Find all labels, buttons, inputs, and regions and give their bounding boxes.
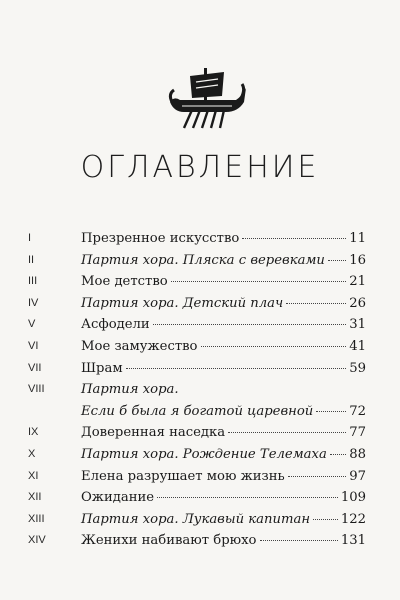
page-number: 11	[349, 231, 366, 246]
dot-leader	[288, 476, 347, 477]
dot-leader	[328, 260, 346, 261]
chapter-title: Если б была я богатой царевной	[81, 403, 314, 419]
page-number: 16	[349, 252, 366, 268]
toc-entry	[81, 358, 366, 380]
dot-leader	[316, 411, 346, 412]
toc-row	[28, 250, 366, 272]
page-number: 21	[349, 274, 366, 290]
dot-leader	[153, 324, 346, 325]
dot-leader	[157, 497, 338, 498]
toc-entry	[81, 487, 366, 509]
chapter-title: Партия хора. Лукавый капитан	[81, 511, 311, 527]
toc-entry	[81, 314, 366, 336]
page-number: 72	[349, 403, 366, 419]
chapter-title: Женихи набивают брюхо	[81, 533, 257, 549]
toc-row	[28, 466, 366, 488]
toc-row	[28, 509, 366, 531]
chapter-title: Партия хора.	[81, 382, 179, 398]
chapter-number: XI	[28, 469, 39, 482]
chapter-title: Партия хора. Рождение Телемаха	[81, 446, 327, 462]
toc-row	[28, 314, 366, 336]
chapter-title: Ожидание	[81, 490, 155, 506]
dot-leader	[126, 368, 347, 369]
toc-row	[28, 530, 366, 552]
toc-row	[28, 487, 366, 509]
toc-entry	[81, 401, 366, 423]
dot-leader	[313, 519, 338, 520]
chapter-number: IV	[28, 296, 39, 309]
chapter-number: II	[28, 253, 35, 266]
toc-row	[28, 228, 366, 250]
chapter-number: V	[28, 318, 36, 331]
toc-row	[28, 293, 366, 315]
dot-leader	[260, 540, 338, 541]
page-number: 77	[349, 425, 366, 441]
toc-row	[28, 444, 366, 466]
dot-leader	[330, 454, 346, 455]
toc-row	[28, 379, 366, 401]
toc-entry	[81, 271, 366, 293]
chapter-title: Мое детство	[81, 274, 168, 290]
page-title: ОГЛАВЛЕНИЕ	[80, 150, 320, 185]
page-number: 109	[340, 490, 366, 506]
page-number: 131	[340, 533, 366, 549]
toc-row	[28, 358, 366, 380]
dot-leader	[201, 346, 347, 347]
toc-row	[28, 271, 366, 293]
toc-entry	[81, 422, 366, 444]
chapter-number: VII	[28, 361, 42, 374]
toc-entry	[81, 466, 366, 488]
chapter-title: Мое замужество	[81, 338, 198, 354]
toc-row	[28, 401, 366, 423]
toc-entry	[81, 444, 366, 466]
toc-entry	[81, 509, 366, 531]
toc-entry	[81, 293, 366, 315]
dot-leader	[228, 432, 346, 433]
chapter-title: Асфодели	[81, 317, 150, 333]
chapter-title: Елена разрушает мою жизнь	[81, 468, 285, 484]
page-number: 59	[349, 360, 366, 376]
ship-icon	[166, 66, 248, 132]
dot-leader	[171, 281, 347, 282]
chapter-number: VIII	[28, 383, 45, 396]
toc-entry	[81, 336, 366, 358]
chapter-number: XIV	[28, 534, 46, 547]
page-number: 97	[349, 468, 366, 484]
toc-entry	[81, 228, 366, 250]
chapter-number: III	[28, 275, 38, 288]
chapter-number: IX	[28, 426, 39, 439]
chapter-number: VI	[28, 339, 39, 352]
chapter-number: XII	[28, 491, 42, 504]
toc-row	[28, 422, 366, 444]
chapter-title: Партия хора. Пляска с веревками	[81, 252, 325, 268]
page-number: 122	[340, 511, 366, 527]
toc-entry	[81, 530, 366, 552]
chapter-number: X	[28, 447, 36, 460]
chapter-title: Партия хора. Детский плач	[81, 295, 284, 311]
chapter-title: Шрам	[81, 360, 123, 376]
page-number: 31	[349, 317, 366, 333]
table-of-contents	[28, 228, 366, 552]
chapter-title: Доверенная наседка	[81, 425, 226, 441]
page-number: 26	[349, 295, 366, 311]
toc-entry	[81, 379, 366, 401]
toc-row	[28, 336, 366, 358]
chapter-number: XIII	[28, 512, 45, 525]
dot-leader	[242, 238, 346, 239]
toc-entry	[81, 250, 366, 272]
page-number: 88	[349, 446, 366, 462]
page-number: 41	[349, 338, 366, 354]
dot-leader	[286, 303, 346, 304]
chapter-number: I	[28, 232, 32, 244]
chapter-title: Презренное искусство	[81, 231, 240, 246]
